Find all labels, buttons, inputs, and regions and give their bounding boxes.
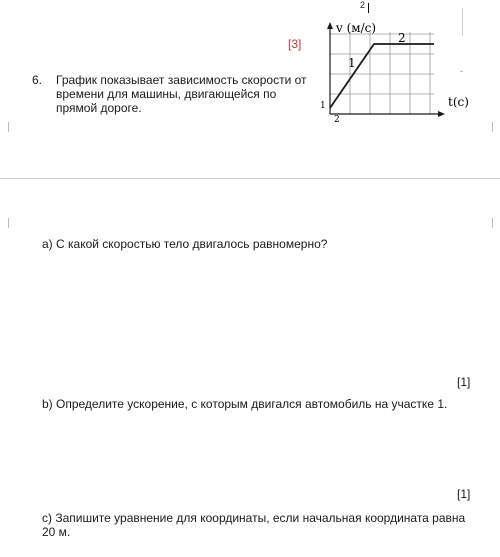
part-b-question: b) Определите ускорение, с которым двигался автомобиль на участке 1. xyxy=(42,397,448,411)
part-c-line-2: 20 м. xyxy=(42,525,71,539)
part-c-mark: [1] xyxy=(457,487,471,501)
q6-mark: [3] xyxy=(288,37,302,51)
x-extra-label: - xyxy=(460,67,464,77)
part-a-question: a) С какой скоростью тело двигалось равномерно? xyxy=(42,237,328,251)
q6-line-1: График показывает зависимость скорости от xyxy=(56,73,307,87)
y-tick-label: 1 xyxy=(320,101,326,111)
part-c-line-1: c) Запишите уравнение для координаты, если начальная координата равна xyxy=(42,511,466,525)
q6-number: 6. xyxy=(32,73,43,87)
top-fragment-label: 2 xyxy=(360,0,366,10)
page-edge-tick xyxy=(492,122,493,132)
section-divider xyxy=(0,178,500,179)
segment-1-label: 1 xyxy=(348,56,356,70)
velocity-graph xyxy=(310,10,470,122)
page-edge-tick xyxy=(8,218,9,228)
page-edge-tick xyxy=(8,122,9,132)
y-axis-label: v (м/с) xyxy=(336,21,377,35)
x-tick-label: 2 xyxy=(334,115,340,122)
part-b-mark: [1] xyxy=(457,375,471,389)
q6-line-3: прямой дороге. xyxy=(56,101,142,115)
segment-2-label: 2 xyxy=(398,31,406,45)
x-axis-arrow xyxy=(438,111,445,117)
page-edge-tick xyxy=(492,218,493,228)
y-axis-arrow xyxy=(327,22,333,29)
x-axis-label: t(с) xyxy=(448,95,469,109)
q6-line-2: времени для машины, двигающейся по xyxy=(56,87,277,101)
